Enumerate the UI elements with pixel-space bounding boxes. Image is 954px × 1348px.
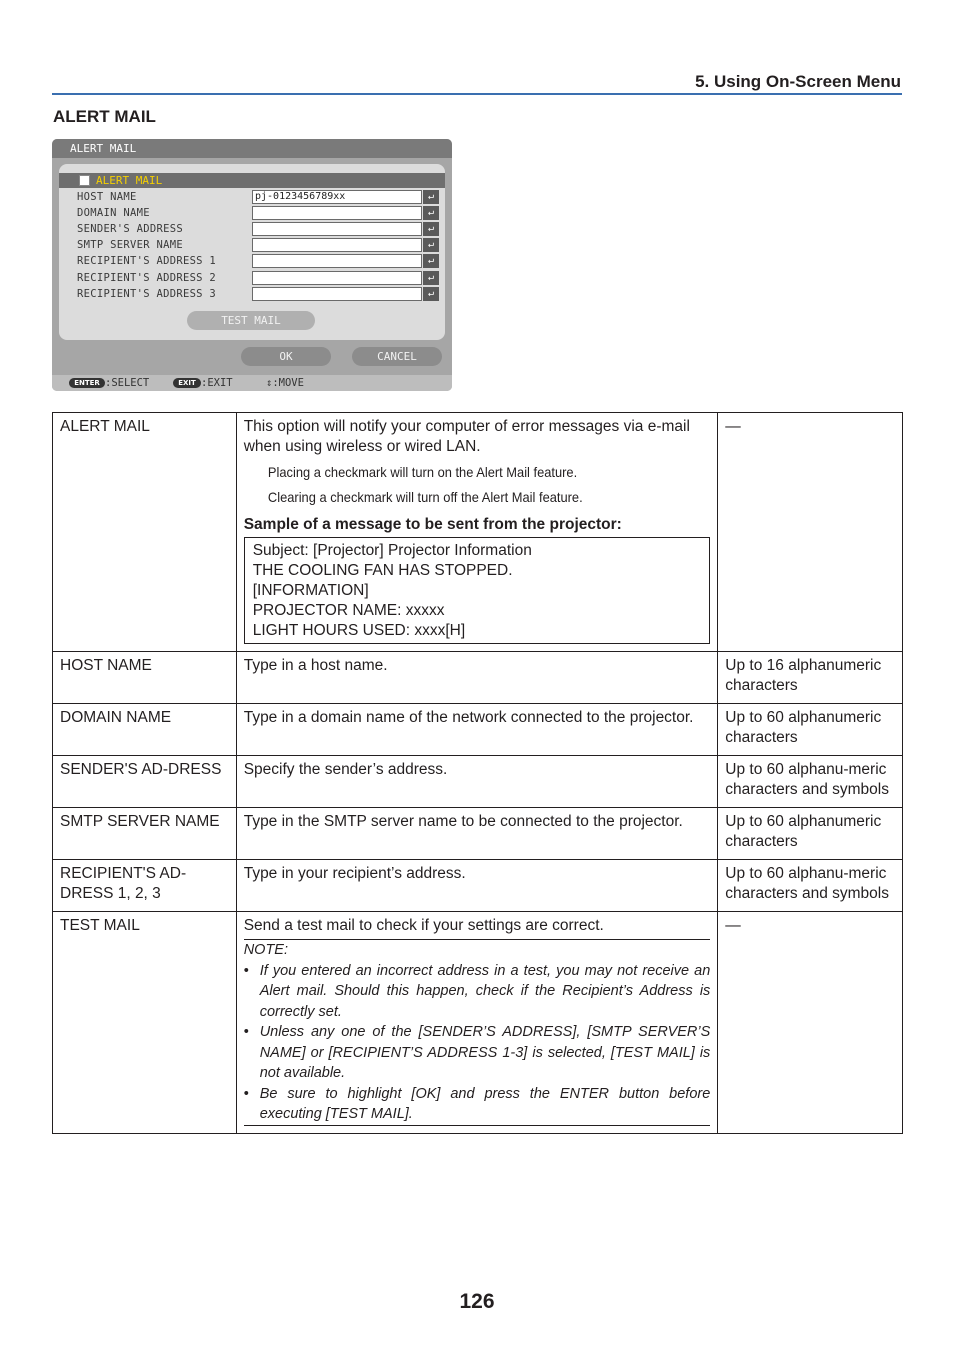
osd-recipient-3-input[interactable] [252,287,422,301]
item-name: HOST NAME [60,657,152,674]
sample-message-heading: Sample of a message to be sent from the projector: [243,516,622,533]
item-limit: — [725,418,741,435]
osd-test-mail-button[interactable]: TEST MAIL [187,311,315,330]
table-cell-description [236,652,718,704]
note-text: If you entered an incorrect address in a test, you may not receive an Alert mail. Should this happen, check if the Recipient’s Address is correctly set. [259,962,711,1020]
osd-senders-address-input[interactable] [252,222,422,236]
osd-footer [52,375,452,391]
enter-return-icon[interactable]: ↵ [423,287,439,301]
sample-line: PROJECTOR NAME: xxxxx [252,602,445,619]
note-label: NOTE: [243,942,289,958]
osd-footer-select: :SELECT [105,377,150,389]
table-row [53,912,903,1134]
table-cell-limit [718,704,903,756]
item-name: TEST MAIL [60,917,140,934]
chapter-title: 5. Using On-Screen Menu [695,72,901,91]
osd-smtp-server-input[interactable] [252,238,422,252]
osd-field-label: SENDER'S ADDRESS [77,223,183,235]
page-number: 126 [459,1290,495,1313]
note-item [244,1084,711,1125]
table-cell-description [236,756,718,808]
table-cell-description [236,808,718,860]
header-divider [52,93,902,95]
osd-field-recipient-3 [59,286,445,302]
table-row [53,652,903,704]
note-text: Unless any one of the [SENDER’S ADDRESS], [SMTP SERVER’S NAME] or [RECIPIENT’S ADDRESS 1-3] is selected, [TEST MAIL] is not available. [259,1024,711,1081]
checkmark-on-note: Placing a checkmark will turn on the Alert Mail feature. [267,464,577,480]
sample-message-box [244,537,711,644]
osd-field-label: SMTP SERVER NAME [77,239,183,251]
enter-return-icon[interactable]: ↵ [423,206,439,220]
osd-recipient-1-input[interactable] [252,254,422,268]
table-cell-item [53,413,237,652]
table-row [53,704,903,756]
table-row [53,413,903,652]
table-cell-limit [718,413,903,652]
table-cell-description [236,704,718,756]
table-cell-item [53,704,237,756]
item-name: ALERT MAIL [60,418,150,435]
osd-host-name-input[interactable]: pj-0123456789xx [252,190,422,204]
table-cell-item [53,652,237,704]
osd-footer-exit: :EXIT [201,377,233,389]
osd-alert-mail-checkbox-label: ALERT MAIL [96,174,163,187]
table-cell-item [53,912,237,1134]
osd-field-host-name [59,189,445,205]
sample-line: LIGHT HOURS USED: xxxx[H] [252,622,466,639]
enter-key-icon: ENTER [69,378,105,388]
osd-field-label: HOST NAME [77,191,137,203]
bullet: • [243,1024,249,1040]
section-title: ALERT MAIL [53,107,156,126]
bullet: • [243,962,249,979]
osd-field-smtp-server [59,237,445,253]
item-description: Type in the SMTP server name to be connected to the projector. [243,813,683,830]
item-description: Type in your recipient’s address. [243,865,466,882]
item-limit: Up to 60 alphanumeric characters [725,813,882,850]
item-description: Type in a host name. [243,657,388,674]
checkmark-off-note: Clearing a checkmark will turn off the Alert Mail feature. [267,489,583,505]
enter-return-icon[interactable]: ↵ [423,271,439,285]
enter-return-icon[interactable]: ↵ [423,222,439,236]
osd-field-label: RECIPIENT'S ADDRESS 3 [77,288,217,300]
item-limit: Up to 60 alphanumeric characters [725,709,882,746]
alert-mail-settings-table [52,412,903,1134]
table-cell-item [53,756,237,808]
item-description: Specify the sender’s address. [243,761,448,778]
item-limit: Up to 16 alphanumeric characters [725,657,882,694]
table-cell-limit [718,808,903,860]
note-text: Be sure to highlight [OK] and press the ENTER button before executing [TEST MAIL]. [259,1085,711,1122]
table-cell-item [53,860,237,912]
table-cell-limit [718,756,903,808]
item-limit: Up to 60 alphanu-meric characters and symbols [725,761,889,798]
table-cell-description [236,413,718,652]
sample-line: THE COOLING FAN HAS STOPPED. [252,562,513,579]
table-cell-description [236,860,718,912]
osd-field-senders-address [59,221,445,237]
table-row [53,808,903,860]
osd-domain-name-input[interactable] [252,206,422,220]
osd-alert-mail-toggle-row[interactable] [59,173,445,188]
osd-recipient-2-input[interactable] [252,271,422,285]
enter-return-icon[interactable]: ↵ [423,190,439,204]
osd-alert-mail-checkbox[interactable] [79,175,90,186]
table-row [53,860,903,912]
osd-panel [59,164,445,340]
item-name: DOMAIN NAME [60,709,172,726]
osd-field-recipient-1 [59,253,445,269]
item-description: Send a test mail to check if your settings are correct. [243,917,604,934]
enter-return-icon[interactable]: ↵ [423,254,439,268]
item-name: SMTP SERVER NAME [60,813,220,830]
enter-return-icon[interactable]: ↵ [423,238,439,252]
item-description: This option will notify your computer of error messages via e-mail when using wireless or wired LAN. [243,418,690,455]
table-row [53,756,903,808]
exit-key-icon: EXIT [173,378,201,388]
table-cell-limit [718,912,903,1134]
table-cell-item [53,808,237,860]
bullet: • [243,1085,249,1102]
item-description: Type in a domain name of the network connected to the projector. [243,709,694,726]
item-limit: — [725,917,741,934]
note-item [244,1022,711,1084]
osd-field-recipient-2 [59,270,445,286]
osd-footer-move: ⇕:MOVE [266,377,304,389]
osd-title: ALERT MAIL [52,139,452,158]
osd-field-domain-name [59,205,445,221]
sample-line: Subject: [Projector] Projector Information [252,542,532,559]
osd-cancel-button[interactable]: CANCEL [352,347,442,366]
item-name: SENDER'S AD-DRESS [60,761,222,778]
osd-field-label: RECIPIENT'S ADDRESS 1 [77,255,217,267]
table-cell-limit [718,860,903,912]
sample-line: [INFORMATION] [252,582,369,599]
item-name: RECIPIENT'S AD-DRESS 1, 2, 3 [60,865,187,902]
osd-field-label: RECIPIENT'S ADDRESS 2 [77,272,217,284]
osd-alert-mail-dialog [52,139,452,391]
note-block [244,940,711,1126]
table-cell-limit [718,652,903,704]
osd-ok-button[interactable]: OK [241,347,331,366]
osd-field-label: DOMAIN NAME [77,207,150,219]
table-cell-description [236,912,718,1134]
item-limit: Up to 60 alphanu-meric characters and symbols [725,865,889,902]
note-item [244,961,711,1023]
